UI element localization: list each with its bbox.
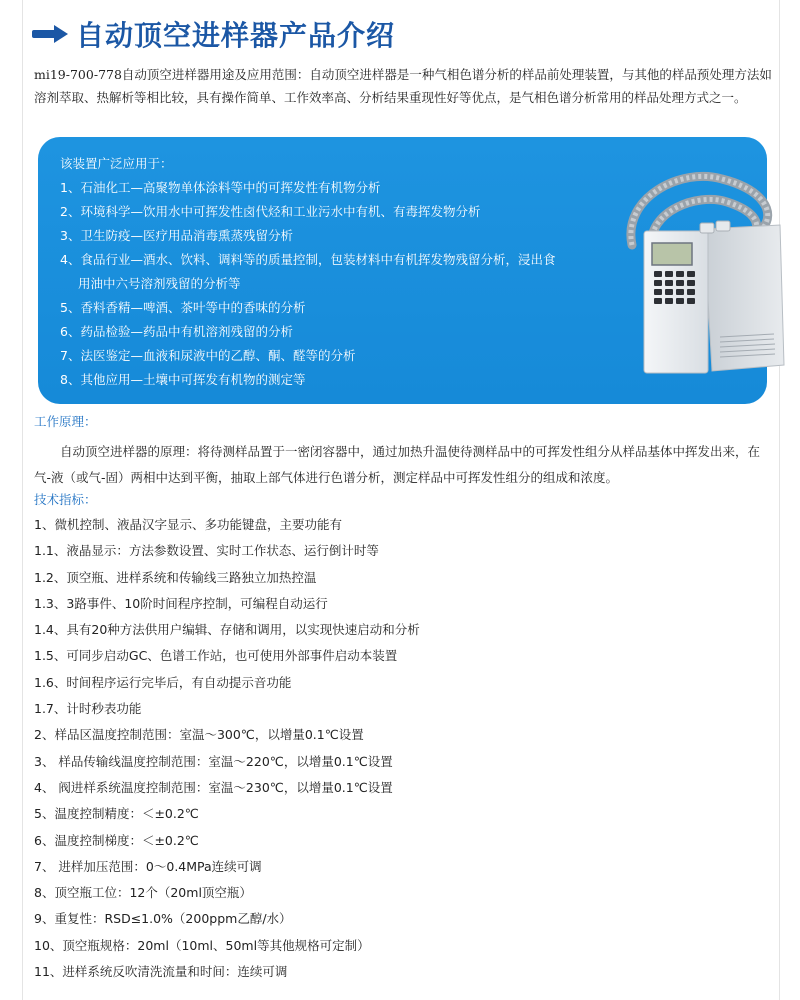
spec-item: 1、微机控制、液晶汉字显示、多功能键盘，主要功能有 bbox=[34, 517, 342, 532]
application-item: 3、卫生防疫—医疗用品消毒熏蒸残留分析 bbox=[60, 228, 293, 243]
spec-item: 10、顶空瓶规格：20ml（10ml、50ml等其他规格可定制） bbox=[34, 937, 370, 953]
application-item: 8、其他应用—土壤中可挥发有机物的测定等 bbox=[60, 372, 306, 387]
spec-item: 8、顶空瓶工位：12个（20ml顶空瓶） bbox=[34, 885, 252, 901]
spec-item: 1.7、计时秒表功能 bbox=[34, 701, 142, 717]
left-border bbox=[22, 0, 23, 1000]
spec-item: 6、温度控制梯度：＜±0.2℃ bbox=[34, 832, 199, 848]
spec-item: 7、 进样加压范围：0～0.4MPa连续可调 bbox=[34, 858, 262, 874]
spec-item: 9、重复性：RSD≤1.0%（200ppm乙醇/水） bbox=[34, 911, 292, 927]
headspace-sampler-device-image bbox=[612, 167, 792, 375]
application-item: 6、药品检验—药品中有机溶剂残留的分析 bbox=[60, 324, 293, 339]
application-item: 2、环境科学—饮用水中可挥发性卤代烃和工业污水中有机、有毒挥发物分析 bbox=[60, 204, 481, 219]
spec-item: 1.2、顶空瓶、进样系统和传输线三路独立加热控温 bbox=[34, 569, 317, 585]
application-item: 5、香料香精—啤酒、茶叶等中的香味的分析 bbox=[60, 300, 306, 315]
application-item: 7、法医鉴定—血液和尿液中的乙醇、酮、醛等的分析 bbox=[60, 348, 356, 363]
spec-item: 3、 样品传输线温度控制范围：室温～220℃，以增量0.1℃设置 bbox=[34, 753, 393, 769]
arrow-right-icon bbox=[30, 23, 70, 45]
intro-text: 自动顶空进样器用途及应用范围：自动顶空进样器是一种气相色谱分析的样品前处理装置，与其他的样品预处理方法如溶剂萃取、热解析等相比较，具有操作简单、工作效率高、分析结果重现性好等优点，是气相色谱分析常用的样品处理方式之一。 bbox=[34, 67, 772, 105]
principle-paragraph: 自动顶空进样器的原理：将待测样品置于一密闭容器中，通过加热升温使待测样品中的可挥发性组分从样品基体中挥发出来，在气-液（或气-固）两相中达到平衡，抽取上部气体进行色谱分析，测定样品中可挥发性组分的组成和浓度。 bbox=[34, 444, 761, 485]
application-item: 4、食品行业—酒水、饮料、调料等的质量控制，包装材料中有机挥发物残留分析，浸出食 bbox=[60, 252, 556, 267]
spec-item: 1.6、时间程序运行完毕后，有自动提示音功能 bbox=[34, 674, 292, 690]
page-title: 自动顶空进样器产品介绍 bbox=[76, 19, 396, 52]
applications-heading: 该装置广泛应用于： bbox=[60, 156, 173, 171]
spec-item: 11、进样系统反吹清洗流量和时间：连续可调 bbox=[34, 964, 288, 980]
spec-item: 1.4、具有20种方法供用户编辑、存储和调用，以实现快速启动和分析 bbox=[34, 622, 420, 638]
specs-label: 技术指标： bbox=[34, 492, 97, 507]
right-border bbox=[779, 0, 780, 1000]
spec-item: 1.1、液晶显示：方法参数设置、实时工作状态、运行倒计时等 bbox=[34, 543, 379, 559]
spec-item: 5、温度控制精度：＜±0.2℃ bbox=[34, 806, 199, 822]
spec-item: 4、 阀进样系统温度控制范围：室温～230℃，以增量0.1℃设置 bbox=[34, 779, 393, 795]
intro-paragraph bbox=[34, 63, 776, 109]
application-item: 1、石油化工—高聚物单体涂料等中的可挥发性有机物分析 bbox=[60, 180, 381, 195]
application-item-continuation: 用油中六号溶剂残留的分析等 bbox=[78, 276, 241, 291]
applications-list bbox=[60, 176, 620, 392]
spec-item: 1.3、3路事件、10阶时间程序控制，可编程自动运行 bbox=[34, 595, 328, 611]
principle-label: 工作原理： bbox=[34, 414, 97, 429]
specs-list bbox=[34, 512, 774, 985]
page-header bbox=[30, 14, 395, 54]
spec-item: 1.5、可同步启动GC、色谱工作站，也可使用外部事件启动本装置 bbox=[34, 648, 398, 664]
intro-tel: mi19-700-778 bbox=[34, 67, 122, 82]
applications-panel bbox=[38, 137, 767, 404]
spec-item: 2、样品区温度控制范围：室温～300℃，以增量0.1℃设置 bbox=[34, 727, 364, 743]
